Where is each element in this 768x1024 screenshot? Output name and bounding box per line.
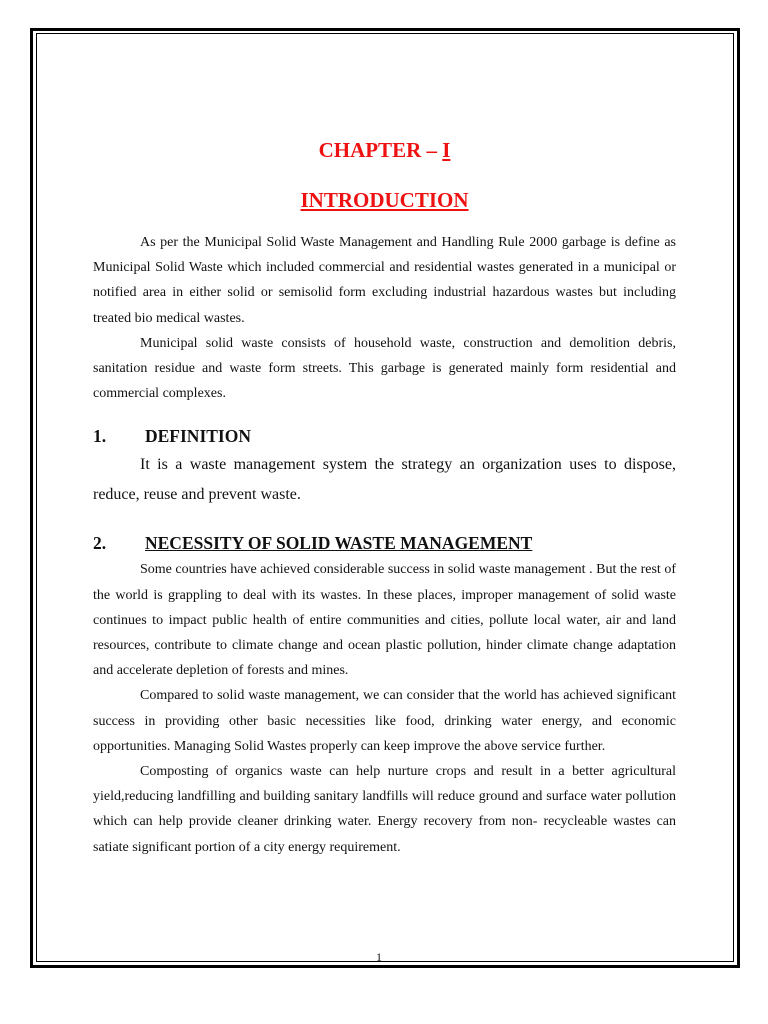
necessity-paragraph: Compared to solid waste management, we can consider that the world has achieved significant success in providing other basic necessities like food, drinking water energy, and economic opportunities. Managing Solid Wastes properly can keep improve the above service further. xyxy=(93,688,676,754)
section-title: DEFINITION xyxy=(145,426,251,447)
section-title: NECESSITY OF SOLID WASTE MANAGEMENT xyxy=(145,533,533,554)
definition-paragraph: It is a waste management system the strategy an organization uses to dispose, reduce, reuse and prevent waste. xyxy=(93,456,676,503)
page-content xyxy=(93,138,676,860)
chapter-prefix: CHAPTER – xyxy=(318,138,443,162)
necessity-paragraph: Composting of organics waste can help nurture crops and result in a better agricultural yield,reducing landfilling and building sanitary landfills will reduce ground and surface water pollution which can help provide cleaner drinking water. Energy recovery from non- recycleable wastes can satiate significant portion of a city energy requirement. xyxy=(93,764,676,855)
section-number: 1. xyxy=(93,426,107,447)
necessity-paragraph: Some countries have achieved considerable success in solid waste management . But the rest of the world is grappling to deal with its wastes. In these places, improper management of solid waste continues to impact public health of entire communities and cities, pollute local water, air and land resources, contribute to climate change and ocean plastic pollution, hinder climate change adaptation and accelerate depletion of forests and mines. xyxy=(93,562,676,679)
intro-paragraph: Municipal solid waste consists of household waste, construction and demolition debris, sanitation residue and waste form streets. This garbage is generated mainly form residential and commercial complexes. xyxy=(93,335,676,402)
page-number: 1 xyxy=(376,950,382,964)
chapter-number: I xyxy=(442,138,451,162)
chapter-heading xyxy=(93,138,676,168)
section-heading-definition xyxy=(93,422,676,450)
section-heading-necessity xyxy=(93,529,676,557)
section-number: 2. xyxy=(93,533,107,554)
chapter-title: INTRODUCTION xyxy=(300,188,469,212)
intro-paragraph: As per the Municipal Solid Waste Management and Handling Rule 2000 garbage is define as Municipal Solid Waste which included commercial and residential wastes generated in a municipal or notified area in either solid or semisolid form excluding industrial hazardous wastes but including treated bio medical wastes. xyxy=(93,235,676,326)
